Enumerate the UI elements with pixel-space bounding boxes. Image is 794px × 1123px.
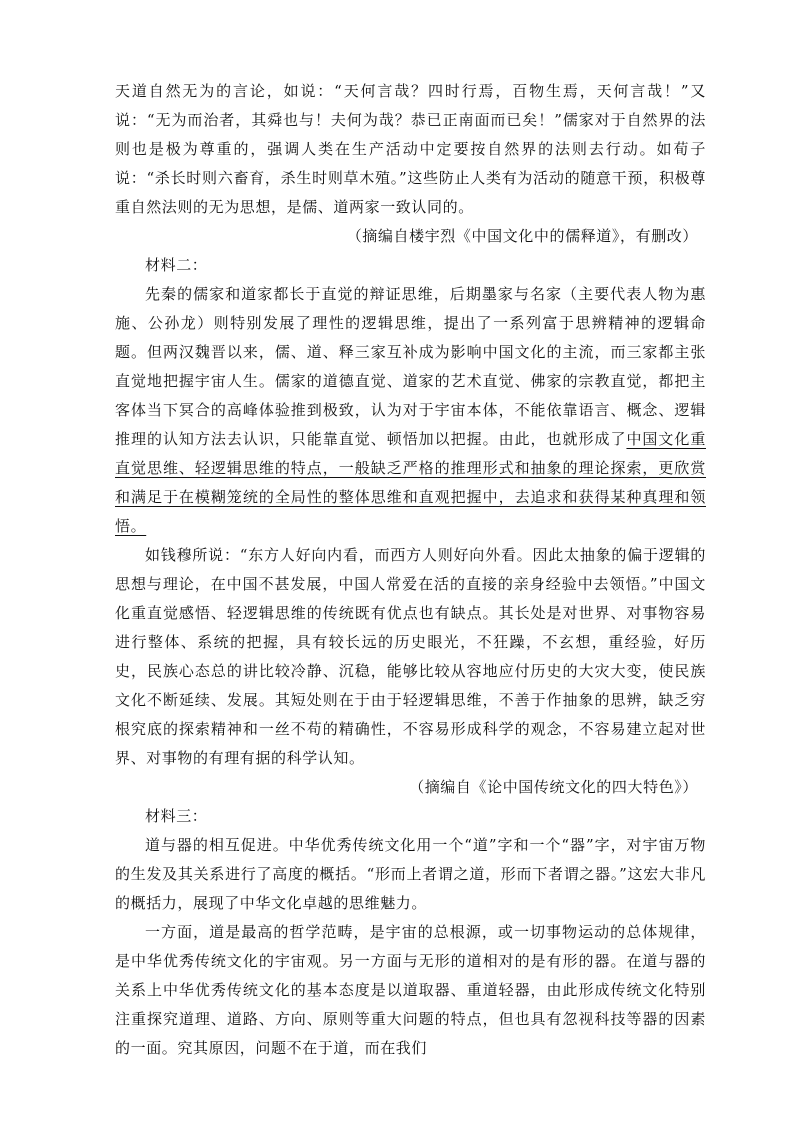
material-two-heading: 材料二： [145, 256, 208, 274]
paragraph-qian-mu-quote: 如钱穆所说：“东方人好向内看，而西方人则好向外看。因此太抽象的偏于逻辑的思想与理论，在中国不甚发展，中国人常爱在活的直接的亲身经验中去领悟。”中国文化重直觉感悟、轻逻辑思维的传统既有优点也有缺点。其长处是对世界、对事物容易进行整体、系统的把握，具有较长远的历史眼光，不狂躁，不玄想，重经验，好历史，民族心态总的讲比较冷静、沉稳，能够比较从容地应付历史的大灾大变，使民族文化不断延续、发展。其短处则在于由于轻逻辑思维，不善于作抽象的思辨，缺乏穷根究底的探索精神和一丝不苟的精确性，不容易形成科学的观念，不容易建立起对世界、对事物的有理有据的科学认知。 [115, 546, 706, 767]
underlined-key-sentence: 中国文化重直觉思维、轻逻辑思维的特点，一般缺乏严格的推理形式和抽象的理论探索，更欣赏和满足于在模糊笼统的全局性的整体思维和直观把握中，去追求和获得某种真理和领悟。 [115, 430, 706, 535]
source-citation-two: （摘编自《论中国传统文化的四大特色》） [409, 778, 698, 796]
paragraph-material-one-ending: 天道自然无为的言论，如说：“天何言哉？四时行焉，百物生焉，天何言哉！”又说：“无为而治者，其舜也与！夫何为哉？恭已正南面而已矣！”儒家对于自然界的法则也是极为尊重的，强调人类在生产活动中定要按自然界的法则去行动。如荀子说：“杀长时则六畜育，杀生时则草木殖。”这些防止人类有为活动的随意干预，积极尊重自然法则的无为思想，是儒、道两家一致认同的。 [115, 82, 706, 216]
paragraph-dao-philosophy: 一方面，道是最高的哲学范畴，是宇宙的总根源，或一切事物运动的总体规律，是中华优秀传统文化的宇宙观。另一方面与无形的道相对的是有形的器。在道与器的关系上中华优秀传统文化的基本态度是以道取器、重道轻器，由此形成传统文化特别注重探究道理、道路、方向、原则等重大问题的特点，但也具有忽视科技等器的因素的一面。究其原因，问题不在于道，而在我们 [115, 923, 706, 1057]
paragraph-text: 先秦的儒家和道家都长于直觉的辩证思维，后期墨家与名家（主要代表人物为惠施、公孙龙）则特别发展了理性的逻辑思维，提出了一系列富于思辨精神的逻辑命题。但两汉魏晋以来，儒、道、释三家互补成为影响中国文化的主流，而三家都主张直觉地把握宇宙人生。儒家的道德直觉、道家的艺术直觉、佛家的宗教直觉，都把主客体当下冥合的高峰体验推到极致，认为对于宇宙本体，不能依靠语言、概念、逻辑推理的认知方法去认识，只能靠直觉、顿悟加以把握。由此，也就形成了 [115, 285, 706, 448]
document-body [115, 77, 706, 1063]
paragraph-dao-and-qi: 道与器的相互促进。中华优秀传统文化用一个“道”字和一个“器”字，对宇宙万物的生发及其关系进行了高度的概括。“形而上者谓之道，形而下者谓之器。”这宏大非凡的概括力，展现了中华文化卓越的思维魅力。 [115, 836, 706, 912]
paragraph-intuitive-thinking [115, 280, 706, 541]
source-citation-one: （摘编自楼宇烈《中国文化中的儒释道》，有删改） [346, 227, 698, 245]
material-three-heading: 材料三： [145, 807, 208, 825]
